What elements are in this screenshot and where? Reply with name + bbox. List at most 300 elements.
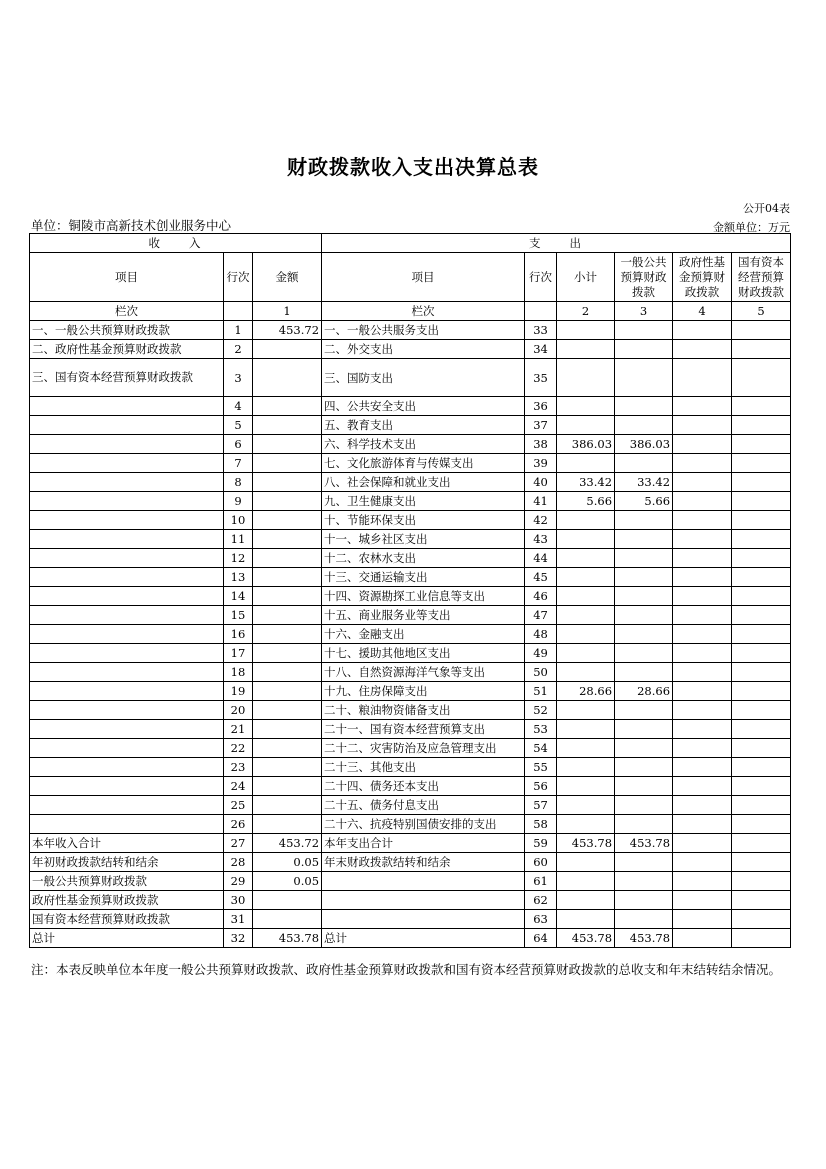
state-capital-budget bbox=[732, 701, 791, 720]
fund-budget bbox=[673, 739, 732, 758]
income-item: 本年收入合计 bbox=[30, 834, 224, 853]
lanci-n4: 4 bbox=[673, 302, 732, 321]
subtotal bbox=[557, 853, 615, 872]
expense-row-no: 40 bbox=[525, 473, 557, 492]
table-row bbox=[30, 587, 791, 606]
subtotal: 28.66 bbox=[557, 682, 615, 701]
expense-item: 七、文化旅游体育与传媒支出 bbox=[322, 454, 525, 473]
fund-budget bbox=[673, 359, 732, 397]
fund-budget bbox=[673, 321, 732, 340]
expense-item: 二十一、国有资本经营预算支出 bbox=[322, 720, 525, 739]
table-row bbox=[30, 606, 791, 625]
expense-row-no: 60 bbox=[525, 853, 557, 872]
subtotal bbox=[557, 511, 615, 530]
expense-row-no: 44 bbox=[525, 549, 557, 568]
income-row-no: 31 bbox=[224, 910, 253, 929]
expense-row-no: 61 bbox=[525, 872, 557, 891]
state-capital-budget bbox=[732, 416, 791, 435]
income-item bbox=[30, 454, 224, 473]
subtotal bbox=[557, 568, 615, 587]
fund-budget bbox=[673, 758, 732, 777]
income-row-no: 13 bbox=[224, 568, 253, 587]
income-row-no: 15 bbox=[224, 606, 253, 625]
income-row-no: 12 bbox=[224, 549, 253, 568]
expense-row-no: 53 bbox=[525, 720, 557, 739]
subtotal bbox=[557, 397, 615, 416]
fund-budget bbox=[673, 435, 732, 454]
col-subtotal-header: 小计 bbox=[557, 253, 615, 302]
income-row-no: 20 bbox=[224, 701, 253, 720]
state-capital-budget bbox=[732, 758, 791, 777]
fund-budget bbox=[673, 891, 732, 910]
table-row bbox=[30, 473, 791, 492]
expense-item: 十六、金融支出 bbox=[322, 625, 525, 644]
table-row bbox=[30, 891, 791, 910]
fund-budget bbox=[673, 454, 732, 473]
subtotal: 453.78 bbox=[557, 834, 615, 853]
expense-row-no: 64 bbox=[525, 929, 557, 948]
expense-row-no: 57 bbox=[525, 796, 557, 815]
lanci-n1: 1 bbox=[253, 302, 322, 321]
income-item bbox=[30, 530, 224, 549]
lanci-label-2: 栏次 bbox=[322, 302, 525, 321]
lanci-label: 栏次 bbox=[30, 302, 224, 321]
budget-table bbox=[29, 233, 791, 948]
income-item bbox=[30, 777, 224, 796]
expense-item: 十八、自然资源海洋气象等支出 bbox=[322, 663, 525, 682]
expense-item: 十二、农林水支出 bbox=[322, 549, 525, 568]
general-budget: 33.42 bbox=[615, 473, 673, 492]
table-row bbox=[30, 872, 791, 891]
fund-budget bbox=[673, 853, 732, 872]
expense-item: 二十四、债务还本支出 bbox=[322, 777, 525, 796]
expense-item: 十七、援助其他地区支出 bbox=[322, 644, 525, 663]
state-capital-budget bbox=[732, 473, 791, 492]
general-budget bbox=[615, 663, 673, 682]
table-row bbox=[30, 397, 791, 416]
income-amount bbox=[253, 644, 322, 663]
income-item bbox=[30, 796, 224, 815]
table-row bbox=[30, 511, 791, 530]
state-capital-budget bbox=[732, 359, 791, 397]
general-budget bbox=[615, 815, 673, 834]
table-row bbox=[30, 435, 791, 454]
fund-budget bbox=[673, 834, 732, 853]
fund-budget bbox=[673, 815, 732, 834]
fund-budget bbox=[673, 910, 732, 929]
general-budget bbox=[615, 739, 673, 758]
income-row-no: 25 bbox=[224, 796, 253, 815]
col-fund-header: 政府性基金预算财政拨款 bbox=[673, 253, 732, 302]
income-item bbox=[30, 758, 224, 777]
general-budget bbox=[615, 910, 673, 929]
fund-budget bbox=[673, 701, 732, 720]
subtotal bbox=[557, 416, 615, 435]
state-capital-budget bbox=[732, 891, 791, 910]
income-row-no: 16 bbox=[224, 625, 253, 644]
subtotal bbox=[557, 321, 615, 340]
state-capital-budget bbox=[732, 454, 791, 473]
income-row-no: 27 bbox=[224, 834, 253, 853]
expense-item: 十三、交通运输支出 bbox=[322, 568, 525, 587]
header-row-group bbox=[30, 234, 791, 253]
income-item bbox=[30, 701, 224, 720]
expense-item: 十五、商业服务业等支出 bbox=[322, 606, 525, 625]
lanci-empty-2 bbox=[525, 302, 557, 321]
state-capital-budget bbox=[732, 777, 791, 796]
expense-item: 四、公共安全支出 bbox=[322, 397, 525, 416]
income-row-no: 3 bbox=[224, 359, 253, 397]
state-capital-budget bbox=[732, 606, 791, 625]
expense-item: 十一、城乡社区支出 bbox=[322, 530, 525, 549]
income-amount bbox=[253, 511, 322, 530]
table-row bbox=[30, 720, 791, 739]
expense-item: 九、卫生健康支出 bbox=[322, 492, 525, 511]
income-row-no: 23 bbox=[224, 758, 253, 777]
income-amount bbox=[253, 701, 322, 720]
expense-row-no: 46 bbox=[525, 587, 557, 606]
income-amount bbox=[253, 340, 322, 359]
expense-item: 一、一般公共服务支出 bbox=[322, 321, 525, 340]
table-row bbox=[30, 853, 791, 872]
income-amount bbox=[253, 492, 322, 511]
fund-budget bbox=[673, 587, 732, 606]
expense-row-no: 54 bbox=[525, 739, 557, 758]
fund-budget bbox=[673, 397, 732, 416]
expense-item bbox=[322, 891, 525, 910]
income-row-no: 10 bbox=[224, 511, 253, 530]
income-row-no: 11 bbox=[224, 530, 253, 549]
general-budget bbox=[615, 340, 673, 359]
income-row-no: 28 bbox=[224, 853, 253, 872]
state-capital-budget bbox=[732, 853, 791, 872]
income-item: 三、国有资本经营预算财政拨款 bbox=[30, 359, 224, 397]
expense-row-no: 41 bbox=[525, 492, 557, 511]
general-budget bbox=[615, 758, 673, 777]
subtotal: 386.03 bbox=[557, 435, 615, 454]
income-amount bbox=[253, 625, 322, 644]
income-row-no: 9 bbox=[224, 492, 253, 511]
state-capital-budget bbox=[732, 549, 791, 568]
general-budget bbox=[615, 587, 673, 606]
income-item bbox=[30, 606, 224, 625]
income-item: 二、政府性基金预算财政拨款 bbox=[30, 340, 224, 359]
income-amount: 0.05 bbox=[253, 872, 322, 891]
fund-budget bbox=[673, 663, 732, 682]
income-row-no: 22 bbox=[224, 739, 253, 758]
income-amount: 0.05 bbox=[253, 853, 322, 872]
page-title: 财政拨款收入支出决算总表 bbox=[287, 155, 539, 179]
expense-item: 五、教育支出 bbox=[322, 416, 525, 435]
fund-budget bbox=[673, 625, 732, 644]
expense-row-no: 58 bbox=[525, 815, 557, 834]
state-capital-budget bbox=[732, 910, 791, 929]
general-budget bbox=[615, 397, 673, 416]
income-amount bbox=[253, 549, 322, 568]
income-row-no: 1 bbox=[224, 321, 253, 340]
income-item bbox=[30, 720, 224, 739]
subtotal bbox=[557, 663, 615, 682]
expense-row-no: 49 bbox=[525, 644, 557, 663]
subtotal bbox=[557, 340, 615, 359]
expense-item: 十、节能环保支出 bbox=[322, 511, 525, 530]
income-amount bbox=[253, 720, 322, 739]
unit-label: 单位：铜陵市高新技术创业服务中心 bbox=[31, 218, 232, 233]
fund-budget bbox=[673, 644, 732, 663]
subtotal bbox=[557, 530, 615, 549]
table-row bbox=[30, 929, 791, 948]
state-capital-budget bbox=[732, 663, 791, 682]
expense-item: 二十、粮油物资储备支出 bbox=[322, 701, 525, 720]
income-row-no: 4 bbox=[224, 397, 253, 416]
fund-budget bbox=[673, 872, 732, 891]
state-capital-budget bbox=[732, 739, 791, 758]
general-budget: 453.78 bbox=[615, 834, 673, 853]
subtotal bbox=[557, 359, 615, 397]
income-item: 一、一般公共预算财政拨款 bbox=[30, 321, 224, 340]
state-capital-budget bbox=[732, 511, 791, 530]
table-row bbox=[30, 796, 791, 815]
amount-unit: 金额单位：万元 bbox=[713, 221, 790, 234]
subtotal bbox=[557, 454, 615, 473]
income-item bbox=[30, 815, 224, 834]
subtotal bbox=[557, 777, 615, 796]
fund-budget bbox=[673, 549, 732, 568]
income-amount: 453.72 bbox=[253, 834, 322, 853]
subtotal bbox=[557, 587, 615, 606]
table-row bbox=[30, 777, 791, 796]
subtotal bbox=[557, 758, 615, 777]
col-row-header: 行次 bbox=[224, 253, 253, 302]
lanci-n5: 5 bbox=[732, 302, 791, 321]
income-row-no: 7 bbox=[224, 454, 253, 473]
state-capital-budget bbox=[732, 815, 791, 834]
table-row bbox=[30, 739, 791, 758]
expense-item: 二十二、灾害防治及应急管理支出 bbox=[322, 739, 525, 758]
income-item bbox=[30, 739, 224, 758]
income-amount bbox=[253, 777, 322, 796]
income-item bbox=[30, 511, 224, 530]
table-row bbox=[30, 815, 791, 834]
income-item bbox=[30, 492, 224, 511]
income-item bbox=[30, 625, 224, 644]
income-amount bbox=[253, 910, 322, 929]
col-general-header: 一般公共预算财政拨款 bbox=[615, 253, 673, 302]
income-amount bbox=[253, 397, 322, 416]
expense-row-no: 62 bbox=[525, 891, 557, 910]
income-amount bbox=[253, 435, 322, 454]
income-amount bbox=[253, 359, 322, 397]
state-capital-budget bbox=[732, 625, 791, 644]
state-capital-budget bbox=[732, 530, 791, 549]
footnote: 注：本表反映单位本年度一般公共预算财政拨款、政府性基金预算财政拨款和国有资本经营预算财政拨款的总收支和年末结转结余情况。 bbox=[31, 962, 782, 977]
income-item bbox=[30, 397, 224, 416]
general-budget bbox=[615, 454, 673, 473]
form-code: 公开04表 bbox=[743, 202, 790, 215]
table-row bbox=[30, 568, 791, 587]
fund-budget bbox=[673, 929, 732, 948]
fund-budget bbox=[673, 530, 732, 549]
fund-budget bbox=[673, 606, 732, 625]
income-row-no: 21 bbox=[224, 720, 253, 739]
state-capital-budget bbox=[732, 644, 791, 663]
general-budget: 386.03 bbox=[615, 435, 673, 454]
fund-budget bbox=[673, 511, 732, 530]
lanci-row bbox=[30, 302, 791, 321]
general-budget: 5.66 bbox=[615, 492, 673, 511]
income-amount bbox=[253, 796, 322, 815]
lanci-empty bbox=[224, 302, 253, 321]
general-budget bbox=[615, 549, 673, 568]
general-budget bbox=[615, 321, 673, 340]
expense-row-no: 34 bbox=[525, 340, 557, 359]
fund-budget bbox=[673, 720, 732, 739]
income-amount bbox=[253, 568, 322, 587]
table-row bbox=[30, 701, 791, 720]
state-capital-budget bbox=[732, 834, 791, 853]
income-item: 国有资本经营预算财政拨款 bbox=[30, 910, 224, 929]
table-row bbox=[30, 834, 791, 853]
general-budget bbox=[615, 416, 673, 435]
expense-row-no: 45 bbox=[525, 568, 557, 587]
general-budget: 453.78 bbox=[615, 929, 673, 948]
expense-row-no: 52 bbox=[525, 701, 557, 720]
income-row-no: 19 bbox=[224, 682, 253, 701]
income-amount bbox=[253, 416, 322, 435]
table-row bbox=[30, 644, 791, 663]
expense-item: 二十三、其他支出 bbox=[322, 758, 525, 777]
expense-row-no: 50 bbox=[525, 663, 557, 682]
general-budget bbox=[615, 720, 673, 739]
income-item bbox=[30, 549, 224, 568]
state-capital-budget bbox=[732, 397, 791, 416]
income-item bbox=[30, 435, 224, 454]
expense-row-no: 59 bbox=[525, 834, 557, 853]
expense-row-no: 51 bbox=[525, 682, 557, 701]
col-amount-header: 金额 bbox=[253, 253, 322, 302]
table-row bbox=[30, 910, 791, 929]
general-budget bbox=[615, 606, 673, 625]
income-item: 一般公共预算财政拨款 bbox=[30, 872, 224, 891]
table-row bbox=[30, 682, 791, 701]
fund-budget bbox=[673, 340, 732, 359]
expense-item bbox=[322, 872, 525, 891]
income-row-no: 8 bbox=[224, 473, 253, 492]
income-amount bbox=[253, 663, 322, 682]
general-budget bbox=[615, 511, 673, 530]
income-amount bbox=[253, 530, 322, 549]
subtotal bbox=[557, 891, 615, 910]
table-row bbox=[30, 454, 791, 473]
general-budget bbox=[615, 625, 673, 644]
subtotal: 33.42 bbox=[557, 473, 615, 492]
expense-item: 三、国防支出 bbox=[322, 359, 525, 397]
expense-row-no: 36 bbox=[525, 397, 557, 416]
general-budget bbox=[615, 872, 673, 891]
state-capital-budget bbox=[732, 492, 791, 511]
general-budget: 28.66 bbox=[615, 682, 673, 701]
state-capital-budget bbox=[732, 682, 791, 701]
col-state-header: 国有资本经营预算财政拨款 bbox=[732, 253, 791, 302]
expense-item: 二、外交支出 bbox=[322, 340, 525, 359]
table-row bbox=[30, 321, 791, 340]
income-item: 总计 bbox=[30, 929, 224, 948]
table-row bbox=[30, 663, 791, 682]
state-capital-budget bbox=[732, 587, 791, 606]
expense-item: 十九、住房保障支出 bbox=[322, 682, 525, 701]
expense-header: 支 出 bbox=[322, 234, 791, 253]
income-row-no: 17 bbox=[224, 644, 253, 663]
income-amount: 453.78 bbox=[253, 929, 322, 948]
general-budget bbox=[615, 701, 673, 720]
subtotal bbox=[557, 796, 615, 815]
fund-budget bbox=[673, 796, 732, 815]
income-row-no: 30 bbox=[224, 891, 253, 910]
state-capital-budget bbox=[732, 929, 791, 948]
expense-row-no: 39 bbox=[525, 454, 557, 473]
expense-row-no: 35 bbox=[525, 359, 557, 397]
col-row2-header: 行次 bbox=[525, 253, 557, 302]
lanci-n3: 3 bbox=[615, 302, 673, 321]
income-amount: 453.72 bbox=[253, 321, 322, 340]
expense-item: 二十六、抗疫特别国债安排的支出 bbox=[322, 815, 525, 834]
expense-row-no: 38 bbox=[525, 435, 557, 454]
general-budget bbox=[615, 777, 673, 796]
expense-item: 二十五、债务付息支出 bbox=[322, 796, 525, 815]
state-capital-budget bbox=[732, 720, 791, 739]
income-item bbox=[30, 644, 224, 663]
income-row-no: 26 bbox=[224, 815, 253, 834]
fund-budget bbox=[673, 473, 732, 492]
header-row-columns bbox=[30, 253, 791, 302]
income-row-no: 18 bbox=[224, 663, 253, 682]
expense-row-no: 48 bbox=[525, 625, 557, 644]
income-row-no: 29 bbox=[224, 872, 253, 891]
income-item: 政府性基金预算财政拨款 bbox=[30, 891, 224, 910]
income-item bbox=[30, 663, 224, 682]
state-capital-budget bbox=[732, 568, 791, 587]
fund-budget bbox=[673, 492, 732, 511]
general-budget bbox=[615, 568, 673, 587]
col-item2-header: 项目 bbox=[322, 253, 525, 302]
state-capital-budget bbox=[732, 435, 791, 454]
income-item bbox=[30, 473, 224, 492]
fund-budget bbox=[673, 682, 732, 701]
expense-item: 六、科学技术支出 bbox=[322, 435, 525, 454]
expense-row-no: 43 bbox=[525, 530, 557, 549]
expense-item: 总计 bbox=[322, 929, 525, 948]
income-item: 年初财政拨款结转和结余 bbox=[30, 853, 224, 872]
table-row bbox=[30, 530, 791, 549]
expense-row-no: 56 bbox=[525, 777, 557, 796]
state-capital-budget bbox=[732, 872, 791, 891]
general-budget bbox=[615, 853, 673, 872]
expense-item: 八、社会保障和就业支出 bbox=[322, 473, 525, 492]
state-capital-budget bbox=[732, 321, 791, 340]
general-budget bbox=[615, 796, 673, 815]
table-row bbox=[30, 340, 791, 359]
income-amount bbox=[253, 454, 322, 473]
income-amount bbox=[253, 682, 322, 701]
income-amount bbox=[253, 758, 322, 777]
income-row-no: 32 bbox=[224, 929, 253, 948]
state-capital-budget bbox=[732, 796, 791, 815]
subtotal bbox=[557, 701, 615, 720]
fund-budget bbox=[673, 416, 732, 435]
expense-item bbox=[322, 910, 525, 929]
subtotal bbox=[557, 815, 615, 834]
general-budget bbox=[615, 530, 673, 549]
